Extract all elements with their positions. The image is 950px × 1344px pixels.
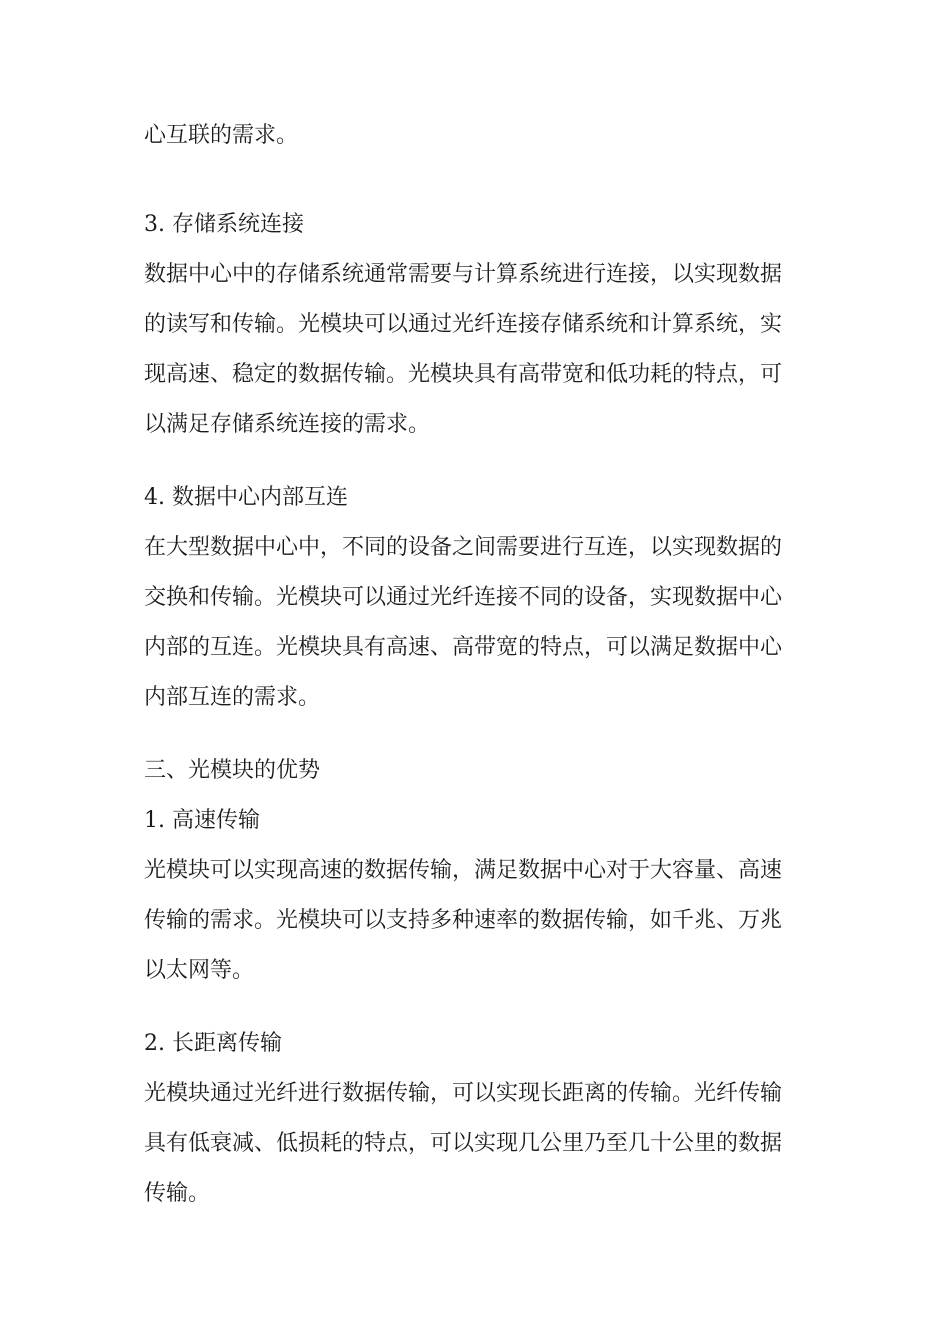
text-line: 心互联的需求。 [144, 123, 299, 148]
text-line: 在大型数据中心中，不同的设备之间需要进行互连，以实现数据的 [144, 535, 783, 560]
section-heading-storage: 3. 存储系统连接 [144, 212, 304, 237]
text-line: 传输的需求。光模块可以支持多种速率的数据传输，如千兆、万兆 [144, 908, 783, 933]
text-line: 内部的互连。光模块具有高速、高带宽的特点，可以满足数据中心 [144, 635, 783, 660]
text-line: 的读写和传输。光模块可以通过光纤连接存储系统和计算系统，实 [144, 312, 783, 337]
text-line: 以满足存储系统连接的需求。 [144, 412, 431, 437]
section-heading-interconnect: 4. 数据中心内部互连 [144, 485, 348, 510]
text-line: 光模块通过光纤进行数据传输，可以实现长距离的传输。光纤传输 [144, 1081, 783, 1106]
section-heading-long-distance: 2. 长距离传输 [144, 1031, 282, 1056]
text-line: 数据中心中的存储系统通常需要与计算系统进行连接，以实现数据 [144, 262, 783, 287]
section-heading-high-speed: 1. 高速传输 [144, 808, 260, 833]
document-page [144, 111, 808, 1219]
chapter-heading-advantages: 三、光模块的优势 [144, 758, 321, 783]
text-line: 现高速、稳定的数据传输。光模块具有高带宽和低功耗的特点，可 [144, 362, 783, 387]
text-line: 传输。 [144, 1181, 211, 1206]
text-line: 光模块可以实现高速的数据传输，满足数据中心对于大容量、高速 [144, 858, 783, 883]
text-line: 以太网等。 [144, 958, 255, 983]
text-line: 内部互连的需求。 [144, 685, 321, 710]
text-line: 交换和传输。光模块可以通过光纤连接不同的设备，实现数据中心 [144, 585, 783, 610]
text-line: 具有低衰减、低损耗的特点，可以实现几公里乃至几十公里的数据 [144, 1131, 783, 1156]
